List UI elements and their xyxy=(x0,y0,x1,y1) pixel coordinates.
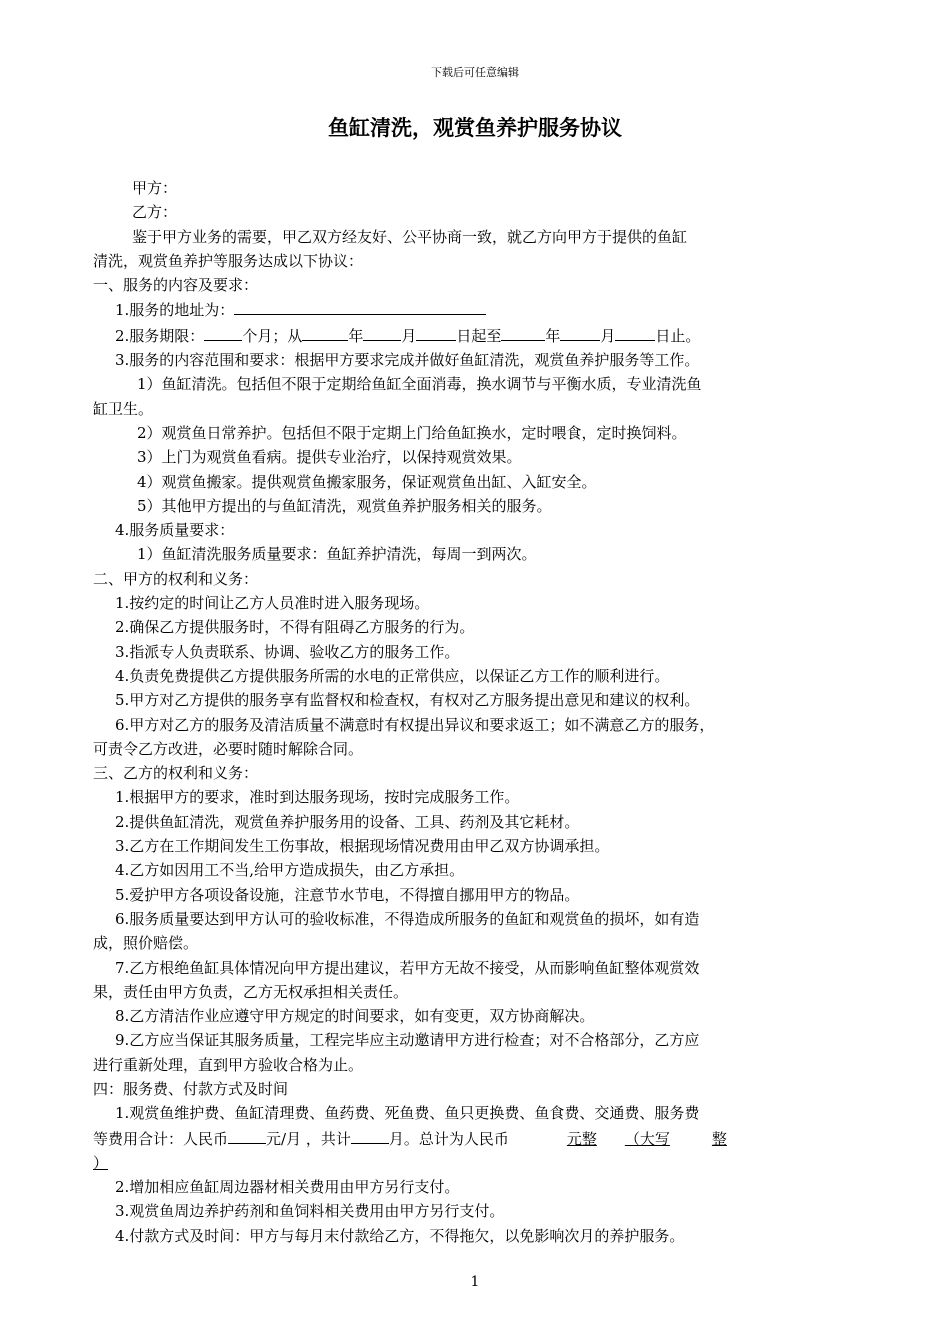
fee-text: 元/月 ，共计 xyxy=(266,1129,351,1148)
clause-line: 9.乙方应当保证其服务质量，工程完毕应主动邀请甲方进行检查；对不合格部分，乙方应 xyxy=(115,1031,700,1050)
clause-line: 3.观赏鱼周边养护药剂和鱼饲料相关费用由甲方另行支付。 xyxy=(115,1202,505,1221)
period-text: 年 xyxy=(348,326,364,345)
clause-line: 进行重新处理，直到甲方验收合格为止。 xyxy=(93,1055,364,1074)
section-heading: 三、乙方的权利和义务： xyxy=(93,764,259,783)
sub-clause-line: 缸卫生。 xyxy=(93,399,154,418)
sub-clause-line: 5）其他甲方提出的与鱼缸清洗，观赏鱼养护服务相关的服务。 xyxy=(137,496,552,515)
total-months-blank xyxy=(351,1126,389,1144)
clause-line: 5.爱护甲方各项设备设施，注意节水节电，不得擅自挪用甲方的物品。 xyxy=(115,885,580,904)
fee-unit-text: 元整 xyxy=(566,1129,597,1148)
end-month-blank xyxy=(560,323,600,341)
address-blank xyxy=(234,297,486,315)
clause-line: 可责令乙方改进，必要时随时解除合同。 xyxy=(93,739,364,758)
clause-line: 8.乙方清洁作业应遵守甲方规定的时间要求，如有变更，双方协商解决。 xyxy=(115,1007,595,1026)
period-text: 年 xyxy=(545,326,561,345)
clause-line: 3.指派专人负责联系、协调、验收乙方的服务工作。 xyxy=(115,642,460,661)
clause-line: 4.服务质量要求： xyxy=(115,521,235,540)
document-title: 鱼缸清洗，观赏鱼养护服务协议 xyxy=(328,115,622,140)
service-address-label: 1.服务的地址为： xyxy=(115,301,235,320)
sub-clause-line: 2）观赏鱼日常养护。包括但不限于定期上门给鱼缸换水，定时喂食，定时换饲料。 xyxy=(137,423,687,442)
end-year-blank xyxy=(501,323,545,341)
months-blank xyxy=(204,323,242,341)
clause-line: 7.乙方根绝鱼缸具体情况向甲方提出建议，若甲方无故不接受，从而影响鱼缸整体观赏效 xyxy=(115,958,700,977)
clause-line: 4.负责免费提供乙方提供服务所需的水电的正常供应，以保证乙方工作的顺利进行。 xyxy=(115,666,670,685)
fee-closing-paren: ） xyxy=(93,1153,109,1172)
clause-line: 1.根据甲方的要求，准时到达服务现场，按时完成服务工作。 xyxy=(115,788,520,807)
intro-line: 鉴于甲方业务的需要，甲乙双方经友好、公平协商一致，就乙方向甲方于提供的鱼缸 xyxy=(132,227,688,246)
service-period-line xyxy=(93,323,873,348)
page-header: 下载后可任意编辑 xyxy=(431,66,519,79)
start-year-blank xyxy=(302,323,348,341)
clause-line: 2.确保乙方提供服务时，不得有阻碍乙方服务的行为。 xyxy=(115,618,475,637)
document-body xyxy=(93,176,873,1248)
period-text: 日起至 xyxy=(456,326,502,345)
period-text: 月 xyxy=(401,326,417,345)
party-a-label: 甲方： xyxy=(132,179,178,197)
fee-closing-line xyxy=(93,1151,873,1175)
party-b-label: 乙方： xyxy=(132,203,178,222)
fee-capital-label: （大写 xyxy=(624,1129,670,1148)
section-heading: 二、甲方的权利和义务： xyxy=(93,569,259,588)
intro-line: 清洗，观赏鱼养护等服务达成以下协议： xyxy=(93,251,364,270)
period-text: 月 xyxy=(600,326,616,345)
section-heading: 一、服务的内容及要求： xyxy=(93,276,259,295)
fee-text: 等费用合计：人民币 xyxy=(93,1129,229,1148)
sub-clause-line: 3）上门为观赏鱼看病。提供专业治疗，以保持观赏效果。 xyxy=(137,448,522,467)
fee-text: 月。总计为人民币 xyxy=(388,1129,509,1148)
period-text: 日止。 xyxy=(655,326,701,345)
period-text: 个月；从 xyxy=(242,326,303,345)
service-address-line xyxy=(93,297,873,322)
period-text: 2.服务期限： xyxy=(115,326,205,345)
clause-line: 6.甲方对乙方的服务及清洁质量不满意时有权提出异议和要求返工；如不满意乙方的服务， xyxy=(115,715,715,734)
clause-line: 5.甲方对乙方提供的服务享有监督权和检查权，有权对乙方服务提出意见和建议的权利。 xyxy=(115,691,700,710)
clause-line: 1.按约定的时间让乙方人员准时进入服务现场。 xyxy=(115,594,430,613)
sub-clause-line: 1）鱼缸清洗。包括但不限于定期给鱼缸全面消毒，换水调节与平衡水质，专业清洗鱼 xyxy=(137,375,702,394)
clause-line: 2.增加相应鱼缸周边器材相关费用由甲方另行支付。 xyxy=(115,1178,460,1197)
clause-line: 4.付款方式及时间：甲方与每月末付款给乙方，不得拖欠，以免影响次月的养护服务。 xyxy=(115,1226,685,1245)
clause-line: 2.提供鱼缸清洗，观赏鱼养护服务用的设备、工具、药剂及其它耗材。 xyxy=(115,812,580,831)
fee-total-line xyxy=(93,1126,873,1151)
clause-line: 果，责任由甲方负责，乙方无权承担相关责任。 xyxy=(93,982,409,1001)
page-number: 1 xyxy=(470,1274,480,1290)
clause-line: 3.服务的内容范围和要求：根据甲方要求完成并做好鱼缸清洗，观赏鱼养护服务等工作。 xyxy=(115,351,700,370)
start-day-blank xyxy=(416,323,456,341)
start-month-blank xyxy=(363,323,401,341)
section-heading: 四：服务费、付款方式及时间 xyxy=(93,1079,289,1098)
monthly-fee-blank xyxy=(228,1126,266,1144)
fee-unit-text: 整 xyxy=(711,1129,727,1148)
sub-clause-line: 1）鱼缸清洗服务质量要求：鱼缸养护清洗，每周一到两次。 xyxy=(137,545,537,564)
clause-line: 4.乙方如因用工不当,给甲方造成损失，由乙方承担。 xyxy=(115,861,465,880)
clause-line: 成，照价赔偿。 xyxy=(93,934,199,953)
clause-line: 6.服务质量要达到甲方认可的验收标准，不得造成所服务的鱼缸和观赏鱼的损坏，如有造 xyxy=(115,909,700,928)
clause-line: 3.乙方在工作期间发生工伤事故，根据现场情况费用由甲乙双方协调承担。 xyxy=(115,837,610,856)
sub-clause-line: 4）观赏鱼搬家。提供观赏鱼搬家服务，保证观赏鱼出缸、入缸安全。 xyxy=(137,472,597,491)
end-day-blank xyxy=(615,323,655,341)
clause-line: 1.观赏鱼维护费、鱼缸清理费、鱼药费、死鱼费、鱼只更换费、鱼食费、交通费、服务费 xyxy=(115,1104,700,1123)
total-amount-blank xyxy=(509,1130,727,1148)
